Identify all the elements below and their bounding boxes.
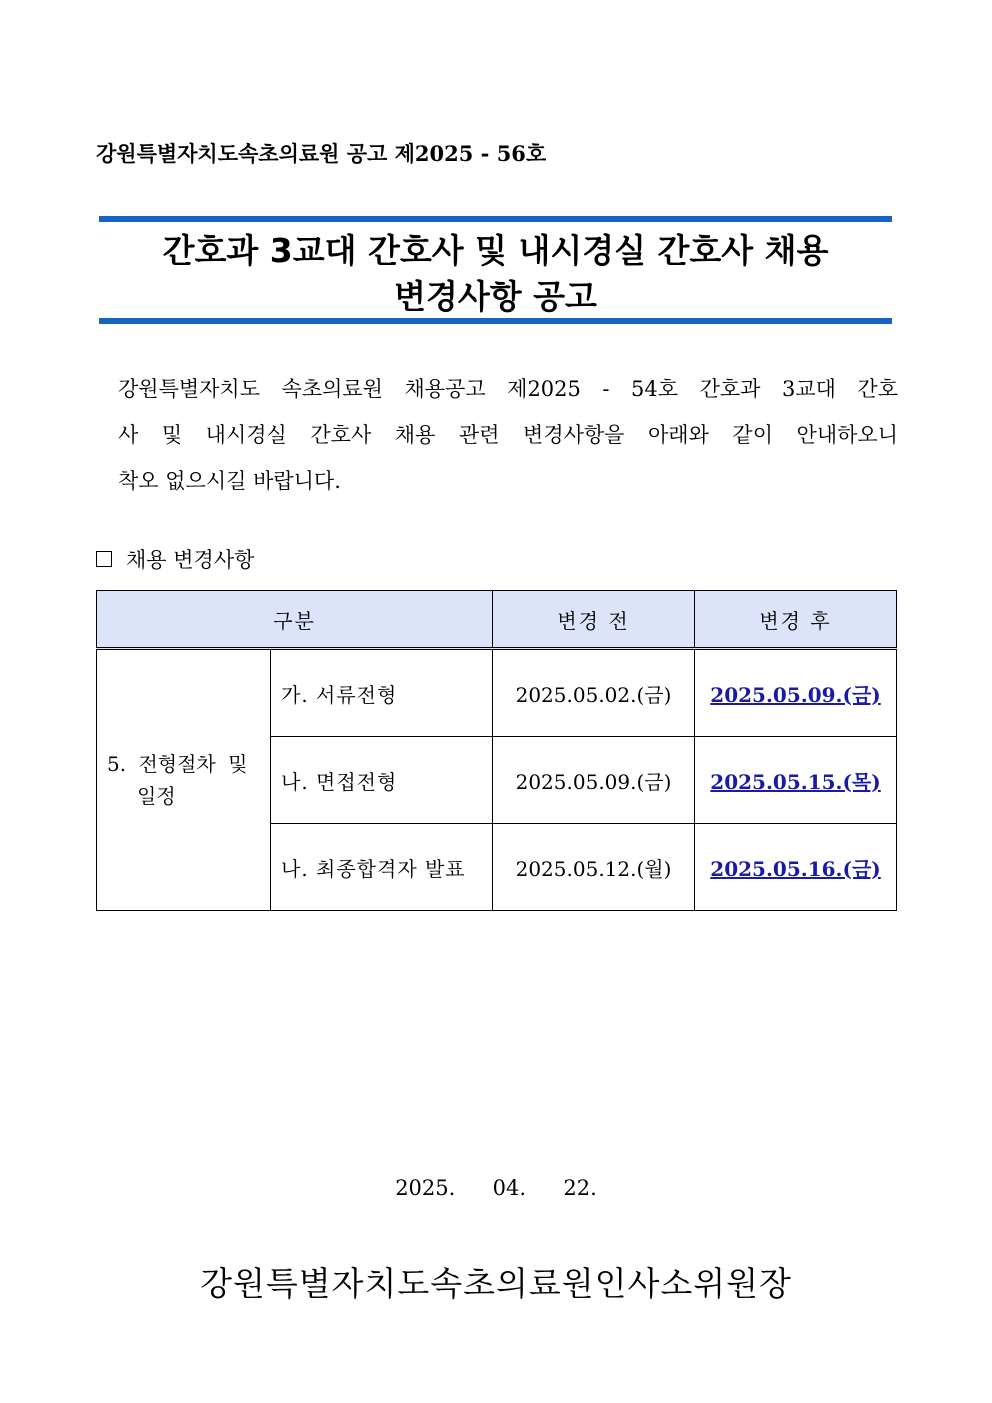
after-value: 2025.05.09.(금) xyxy=(710,682,881,707)
before-cell: 2025.05.09.(금) xyxy=(493,737,695,824)
after-cell xyxy=(695,824,897,911)
category-cell xyxy=(97,649,271,911)
stage-cell: 가. 서류전형 xyxy=(271,649,493,737)
section-heading-label: 채용 변경사항 xyxy=(126,548,255,572)
title-line-1: 간호과 3교대 간호사 및 내시경실 간호사 채용 xyxy=(162,231,829,270)
after-cell xyxy=(695,649,897,737)
signature: 강원특별자치도속초의료원인사소위원장 xyxy=(200,1264,792,1303)
category-line-1: 5. 전형절차 및 xyxy=(107,752,248,776)
header-after: 변경 후 xyxy=(695,591,897,649)
section-heading xyxy=(96,544,254,574)
title-box xyxy=(99,216,892,324)
notice-date: 2025. 04. 22. xyxy=(395,1176,597,1200)
body-line-3: 착오 없으시길 바랍니다. xyxy=(118,469,341,493)
table-row xyxy=(97,649,897,737)
header-before: 변경 전 xyxy=(493,591,695,649)
square-bullet-icon xyxy=(96,551,112,567)
stage-cell: 나. 최종합격자 발표 xyxy=(271,824,493,911)
body-line-1: 강원특별자치도 속초의료원 채용공고 제2025 - 54호 간호과 3교대 간호 xyxy=(118,377,898,401)
body-line-2: 사 및 내시경실 간호사 채용 관련 변경사항을 아래와 같이 안내하오니 xyxy=(118,423,898,447)
header-category: 구분 xyxy=(97,591,493,649)
table-header-row xyxy=(97,591,897,649)
changes-table xyxy=(96,590,897,911)
after-value: 2025.05.16.(금) xyxy=(710,856,881,881)
after-value: 2025.05.15.(목) xyxy=(710,769,881,794)
category-line-2: 일정 xyxy=(137,784,176,808)
title-line-2: 변경사항 공고 xyxy=(394,277,597,316)
after-cell xyxy=(695,737,897,824)
stage-cell: 나. 면접전형 xyxy=(271,737,493,824)
body-paragraph xyxy=(118,366,898,504)
notice-number: 강원특별자치도속초의료원 공고 제2025 - 56호 xyxy=(96,141,547,166)
before-cell: 2025.05.02.(금) xyxy=(493,649,695,737)
before-cell: 2025.05.12.(월) xyxy=(493,824,695,911)
